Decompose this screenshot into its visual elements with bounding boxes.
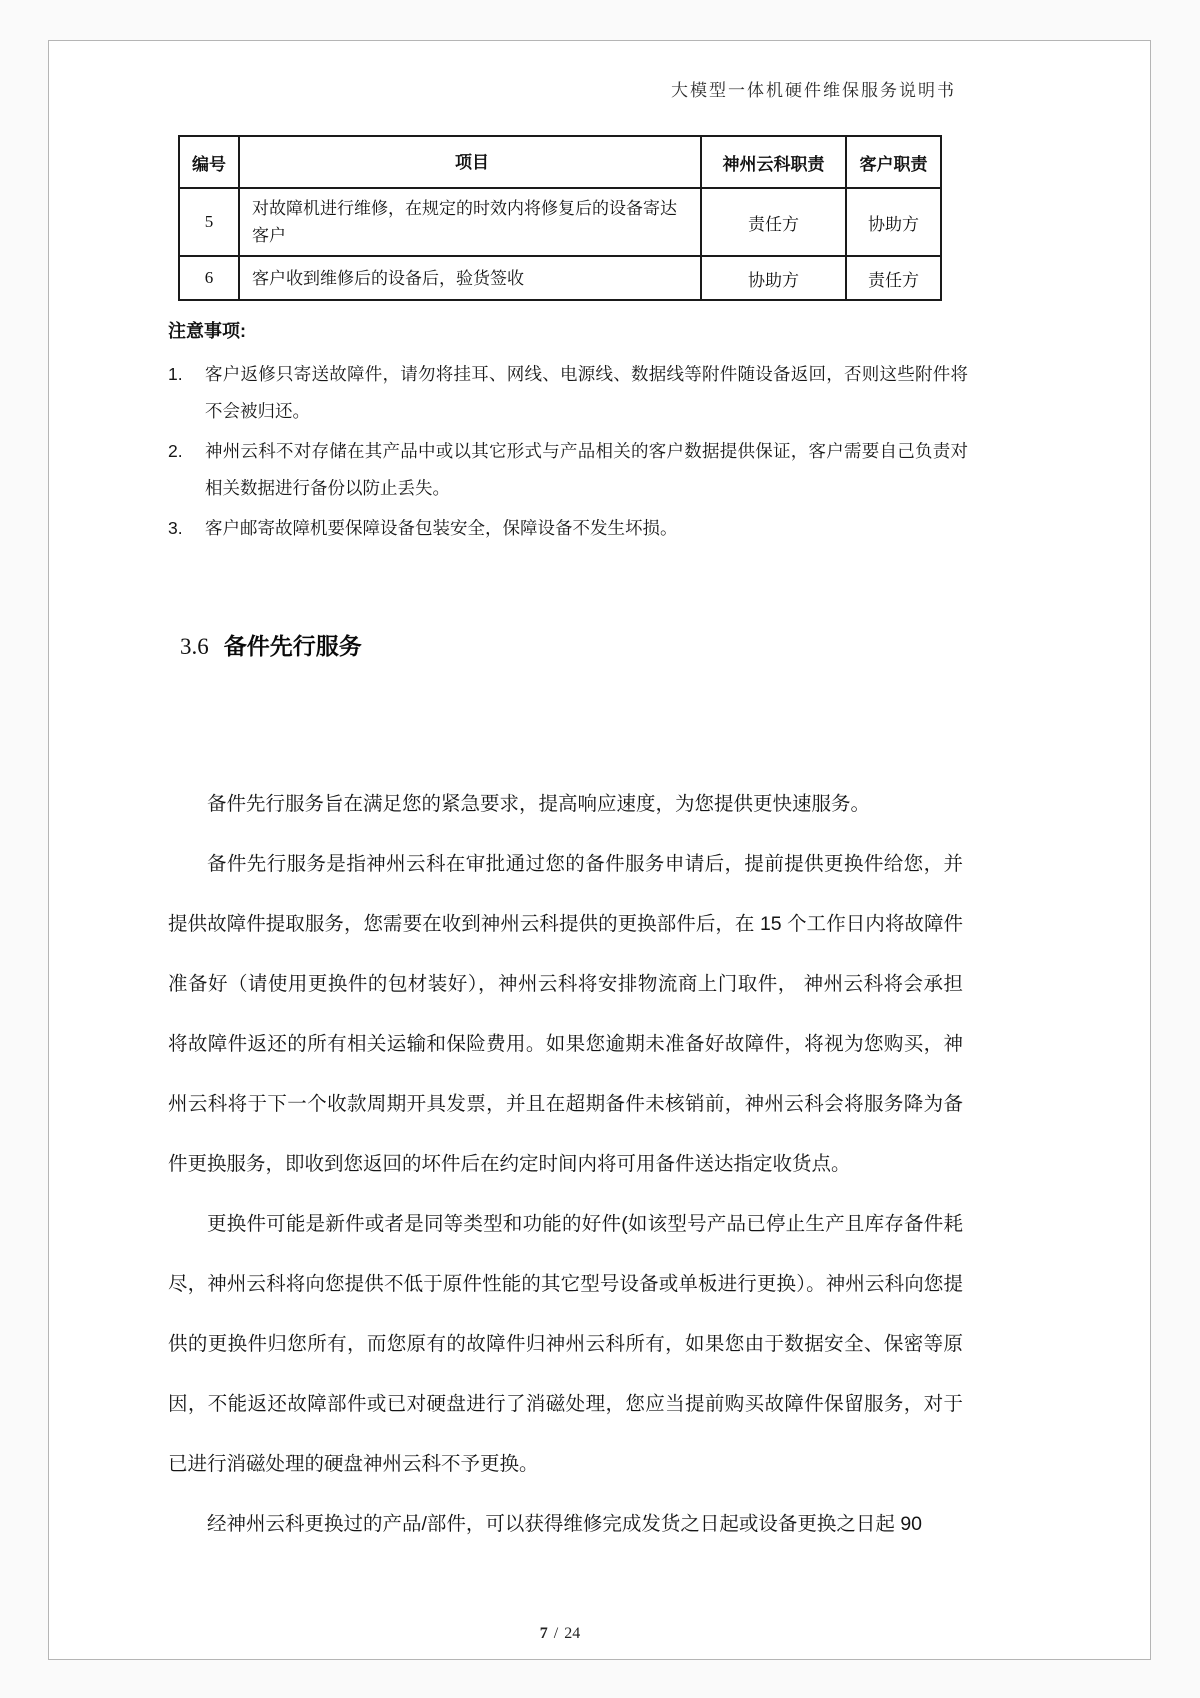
column-header-vendor-duty: 神州云科职责 bbox=[701, 136, 846, 188]
note-item-number: 3. bbox=[168, 518, 183, 538]
section-number: 3.6 bbox=[180, 634, 209, 659]
column-header-number: 编号 bbox=[179, 136, 239, 188]
table-row bbox=[179, 256, 941, 300]
cell-row-number: 5 bbox=[179, 188, 239, 256]
note-item-number: 1. bbox=[168, 364, 183, 384]
table-row bbox=[179, 188, 941, 256]
note-item-text: 客户邮寄故障机要保障设备包装安全，保障设备不发生坏损。 bbox=[205, 518, 678, 538]
note-item-text: 客户返修只寄送故障件，请勿将挂耳、网线、电源线、数据线等附件随设备返回，否则这些附件将不会被归还。 bbox=[205, 364, 968, 421]
notes-heading: 注意事项: bbox=[168, 321, 246, 341]
cell-customer-role: 责任方 bbox=[846, 256, 941, 300]
paragraph: 备件先行服务旨在满足您的紧急要求，提高响应速度，为您提供更快速服务。 bbox=[207, 793, 871, 815]
document-header-title: 大模型一体机硬件维保服务说明书 bbox=[671, 81, 956, 100]
section-title: 备件先行服务 bbox=[223, 633, 362, 659]
page-footer bbox=[0, 1625, 1120, 1643]
section-body bbox=[168, 774, 963, 1554]
column-header-item: 项目 bbox=[239, 136, 701, 188]
paragraph: 备件先行服务是指神州云科在审批通过您的备件服务申请后，提前提供更换件给您，并提供故障件提取服务，您需要在收到神州云科提供的更换部件后，在 15 个工作日内将故障件准备好（请使用更换件的包材装好），神州云科将安排物流商上门取件， 神州云科将会承担将故障件返还的所有相关运输和保险费用。如果您逾期未准备好故障件，将视为您购买，神州云科将于下一个收款周期开具发票，并且在超期备件未核销前，神州云科会将服务降为备件更换服务，即收到您返回的坏件后在约定时间内将可用备件送达指定收货点。 bbox=[168, 853, 963, 1175]
note-item bbox=[168, 356, 968, 430]
notes-list bbox=[168, 356, 968, 550]
paragraph: 经神州云科更换过的产品/部件，可以获得维修完成发货之日起或设备更换之日起 90 bbox=[207, 1513, 923, 1535]
cell-item-description: 对故障机进行维修，在规定的时效内将修复后的设备寄达客户 bbox=[239, 188, 701, 256]
total-page-count: 24 bbox=[564, 1625, 581, 1642]
cell-row-number: 6 bbox=[179, 256, 239, 300]
page-number-separator: / bbox=[553, 1625, 559, 1642]
cell-customer-role: 协助方 bbox=[846, 188, 941, 256]
section-heading bbox=[180, 628, 362, 661]
table-header-row bbox=[179, 136, 941, 188]
responsibility-table bbox=[178, 135, 942, 301]
current-page-number: 7 bbox=[539, 1625, 548, 1642]
note-item-number: 2. bbox=[168, 441, 183, 461]
cell-vendor-role: 责任方 bbox=[701, 188, 846, 256]
cell-item-description: 客户收到维修后的设备后，验货签收 bbox=[239, 256, 701, 300]
note-item-text: 神州云科不对存储在其产品中或以其它形式与产品相关的客户数据提供保证，客户需要自己负责对相关数据进行备份以防止丢失。 bbox=[205, 441, 968, 498]
column-header-customer-duty: 客户职责 bbox=[846, 136, 941, 188]
note-item bbox=[168, 510, 968, 547]
note-item bbox=[168, 433, 968, 507]
cell-vendor-role: 协助方 bbox=[701, 256, 846, 300]
paragraph: 更换件可能是新件或者是同等类型和功能的好件(如该型号产品已停止生产且库存备件耗尽，神州云科将向您提供不低于原件性能的其它型号设备或单板进行更换）。神州云科向您提供的更换件归您所有，而您原有的故障件归神州云科所有，如果您由于数据安全、保密等原因，不能返还故障部件或已对硬盘进行了消磁处理，您应当提前购买故障件保留服务，对于已进行消磁处理的硬盘神州云科不予更换。 bbox=[168, 1213, 963, 1475]
